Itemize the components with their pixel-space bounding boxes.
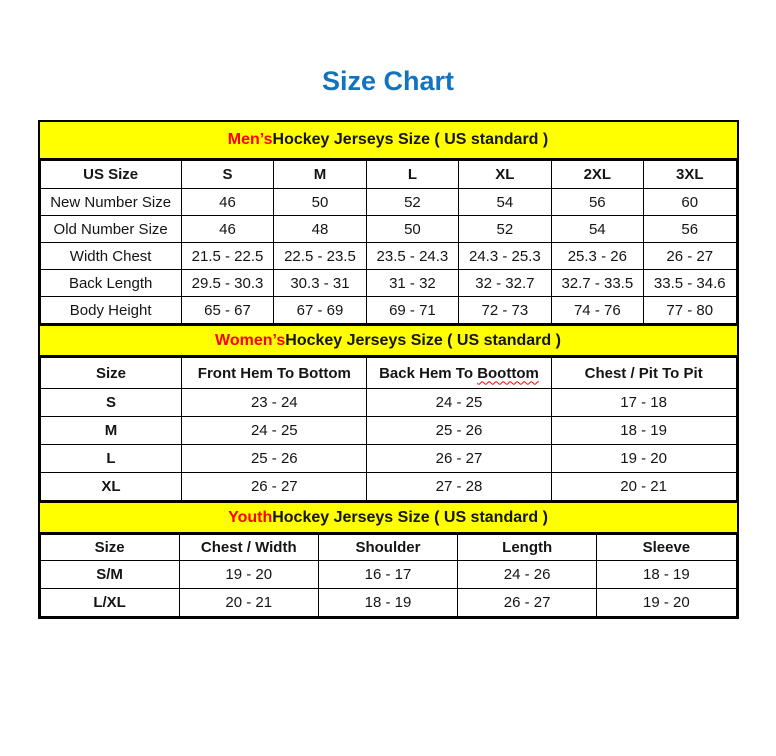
column-header: Sleeve xyxy=(597,535,736,561)
cell: 24 - 25 xyxy=(182,417,367,445)
column-header: Size xyxy=(40,358,182,389)
cell: 24.3 - 25.3 xyxy=(459,243,551,270)
youth-section xyxy=(40,501,737,617)
cell: 29.5 - 30.3 xyxy=(181,270,273,297)
cell: 25 - 26 xyxy=(182,445,367,473)
column-header: US Size xyxy=(40,161,181,189)
cell: 22.5 - 23.5 xyxy=(274,243,366,270)
youth-banner-highlight: Youth xyxy=(228,508,273,526)
cell: 26 - 27 xyxy=(367,445,552,473)
row-label: S xyxy=(40,389,182,417)
column-header: Chest / Pit To Pit xyxy=(551,358,736,389)
cell: 25.3 - 26 xyxy=(551,243,643,270)
misspelled-word: Boottom xyxy=(477,364,539,382)
page-title: Size Chart xyxy=(321,66,455,96)
cell: 20 - 21 xyxy=(179,589,318,617)
womens-table-banner xyxy=(40,324,737,357)
row-label: Width Chest xyxy=(40,243,181,270)
column-header: M xyxy=(274,161,366,189)
youth-size-table xyxy=(40,534,737,617)
column-header: 3XL xyxy=(644,161,736,189)
cell: 72 - 73 xyxy=(459,297,551,324)
table-row xyxy=(40,589,736,617)
cell: 52 xyxy=(366,189,458,216)
cell: 31 - 32 xyxy=(366,270,458,297)
column-header: S xyxy=(181,161,273,189)
table-row xyxy=(40,417,736,445)
mens-table-banner xyxy=(40,122,737,160)
mens-section xyxy=(40,122,737,324)
cell: 52 xyxy=(459,216,551,243)
table-row xyxy=(40,216,736,243)
cell: 25 - 26 xyxy=(367,417,552,445)
header-row xyxy=(40,358,736,389)
size-chart xyxy=(38,120,739,619)
cell: 30.3 - 31 xyxy=(274,270,366,297)
column-header: Length xyxy=(458,535,597,561)
cell: 69 - 71 xyxy=(366,297,458,324)
mens-banner-text: Hockey Jerseys Size ( US standard ) xyxy=(272,131,549,148)
cell: 17 - 18 xyxy=(551,389,736,417)
cell: 74 - 76 xyxy=(551,297,643,324)
table-row xyxy=(40,445,736,473)
cell: 23 - 24 xyxy=(182,389,367,417)
table-row xyxy=(40,243,736,270)
cell: 60 xyxy=(644,189,736,216)
column-header: Size xyxy=(40,535,179,561)
row-label: Old Number Size xyxy=(40,216,181,243)
row-label: Back Length xyxy=(40,270,181,297)
cell: 20 - 21 xyxy=(551,473,736,501)
cell: 46 xyxy=(181,189,273,216)
table-row xyxy=(40,189,736,216)
mens-banner-highlight: Men’s xyxy=(227,131,273,148)
youth-banner-text: Hockey Jerseys Size ( US standard ) xyxy=(272,508,548,526)
cell: 50 xyxy=(274,189,366,216)
cell: 54 xyxy=(459,189,551,216)
table-row xyxy=(40,389,736,417)
cell: 23.5 - 24.3 xyxy=(366,243,458,270)
row-label: L/XL xyxy=(40,589,179,617)
row-label: M xyxy=(40,417,182,445)
column-header: Shoulder xyxy=(318,535,457,561)
table-row xyxy=(40,297,736,324)
cell: 56 xyxy=(551,189,643,216)
cell: 19 - 20 xyxy=(597,589,736,617)
column-header: L xyxy=(366,161,458,189)
cell: 77 - 80 xyxy=(644,297,736,324)
cell: 50 xyxy=(366,216,458,243)
header-row xyxy=(40,161,736,189)
cell: 67 - 69 xyxy=(274,297,366,324)
row-label: XL xyxy=(40,473,182,501)
column-header: 2XL xyxy=(551,161,643,189)
table-row xyxy=(40,561,736,589)
cell: 27 - 28 xyxy=(367,473,552,501)
table-row xyxy=(40,473,736,501)
cell: 24 - 26 xyxy=(458,561,597,589)
column-header: XL xyxy=(459,161,551,189)
row-label: S/M xyxy=(40,561,179,589)
row-label: L xyxy=(40,445,182,473)
womens-section xyxy=(40,324,737,501)
column-header: Chest / Width xyxy=(179,535,318,561)
cell: 54 xyxy=(551,216,643,243)
cell: 26 - 27 xyxy=(182,473,367,501)
cell: 21.5 - 22.5 xyxy=(181,243,273,270)
cell: 46 xyxy=(181,216,273,243)
cell: 48 xyxy=(274,216,366,243)
cell: 16 - 17 xyxy=(318,561,457,589)
cell: 56 xyxy=(644,216,736,243)
table-row xyxy=(40,270,736,297)
cell: 18 - 19 xyxy=(318,589,457,617)
cell: 19 - 20 xyxy=(179,561,318,589)
cell: 26 - 27 xyxy=(644,243,736,270)
cell: 33.5 - 34.6 xyxy=(644,270,736,297)
cell: 18 - 19 xyxy=(597,561,736,589)
cell: 26 - 27 xyxy=(458,589,597,617)
youth-table-banner xyxy=(40,501,737,534)
row-label: Body Height xyxy=(40,297,181,324)
womens-banner-text: Hockey Jerseys Size ( US standard ) xyxy=(285,331,561,349)
column-header: Front Hem To Bottom xyxy=(182,358,367,389)
cell: 65 - 67 xyxy=(181,297,273,324)
column-header: Back Hem To Boottom xyxy=(367,358,552,389)
cell: 18 - 19 xyxy=(551,417,736,445)
cell: 19 - 20 xyxy=(551,445,736,473)
cell: 32.7 - 33.5 xyxy=(551,270,643,297)
womens-banner-highlight: Women’s xyxy=(215,331,286,349)
header-row xyxy=(40,535,736,561)
cell: 32 - 32.7 xyxy=(459,270,551,297)
cell: 24 - 25 xyxy=(367,389,552,417)
womens-size-table xyxy=(40,357,737,501)
row-label: New Number Size xyxy=(40,189,181,216)
mens-size-table xyxy=(40,160,737,324)
